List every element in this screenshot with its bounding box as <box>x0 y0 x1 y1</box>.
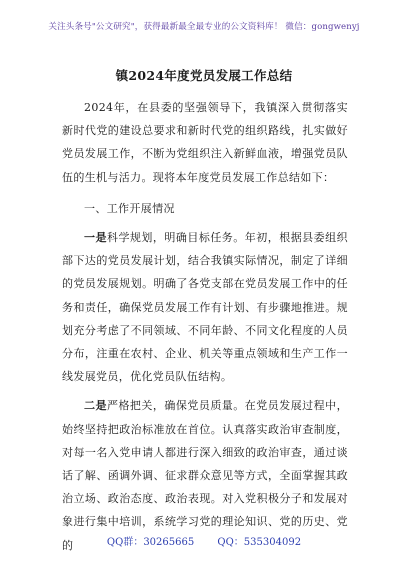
document-title: 镇2024年度党员发展工作总结 <box>115 68 293 83</box>
footer-qq-number: QQ：535304092 <box>217 537 302 548</box>
header-banner: 关注头条号"公文研究"，获得最新最全最专业的公文资料库！ 微信：gongwenyj <box>48 22 360 32</box>
section-heading: 一、工作开展情况 <box>84 201 175 215</box>
document-body <box>62 96 348 557</box>
footer-contact <box>0 533 408 548</box>
intro-paragraph: 2024年，在县委的坚强领导下，我镇深入贯彻落实新时代党的建设总要求和新时代党的组织路线，扎实做好党员发展工作，不断为党组织注入新鲜血液，增强党员队伍的生机与活力。现将本年度党员发展工作总结如下： <box>62 101 348 184</box>
footer-qq-group: QQ群：30265665 <box>106 537 195 548</box>
point-one-lead: 一是 <box>84 231 107 245</box>
point-one-paragraph <box>62 226 348 388</box>
point-two-text: 严格把关，确保党员质量。在党员发展过程中，始终坚持把政治标准放在首位。认真落实政治审查制度，对每一名入党申请人都进行深入细致的政治审查，通过谈话了解、函调外调、征求群众意见等方式，全面掌握其政治立场、政治态度、政治表现。对入党积极分子和发展对象进行集中培训，系统学习党的理论知识、党的历史、党的 <box>62 399 348 552</box>
point-two-lead: 二是 <box>84 399 107 413</box>
point-one-text: 科学规划，明确目标任务。年初，根据县委组织部下达的党员发展计划，结合我镇实际情况，制定了详细的党员发展规划。明确了各党支部在党员发展工作中的任务和责任，确保党员发展工作有计划、有步骤地推进。规划充分考虑了不同领域、不同年龄、不同文化程度的人员分布，注重在农村、企业、机关等重点领域和生产工作一线发展党员，优化党员队伍结构。 <box>62 231 348 384</box>
